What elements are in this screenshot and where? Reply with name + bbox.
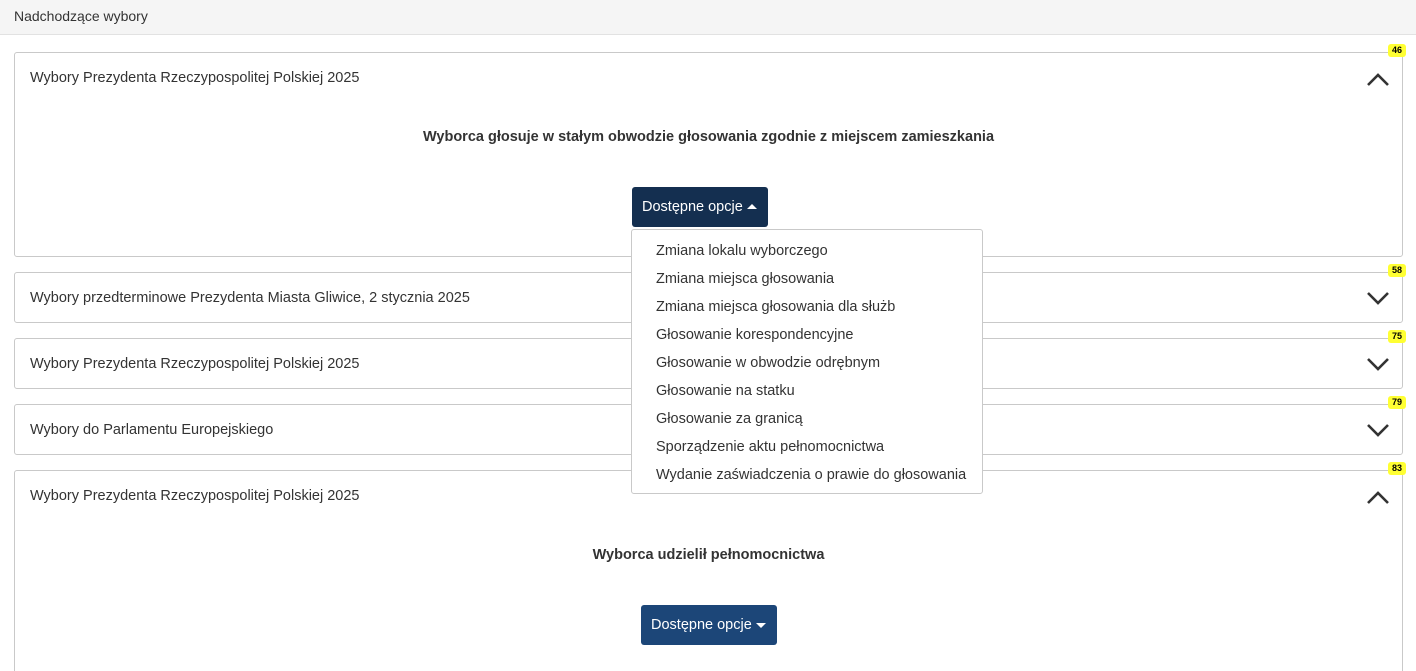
caret-up-icon xyxy=(747,204,757,209)
count-badge: 58 xyxy=(1388,264,1406,277)
count-badge: 83 xyxy=(1388,462,1406,475)
election-title[interactable]: Wybory Prezydenta Rzeczypospolitej Polskiej 2025 xyxy=(30,356,360,372)
available-options-label: Dostępne opcje xyxy=(642,199,743,215)
chevron-up-icon[interactable] xyxy=(1366,71,1390,87)
voter-status-text: Wyborca udzielił pełnomocnictwa xyxy=(592,547,825,563)
dropdown-item-separate-district-voting[interactable]: Głosowanie w obwodzie odrębnym xyxy=(656,355,881,371)
chevron-down-icon[interactable] xyxy=(1366,290,1390,306)
available-options-dropdown xyxy=(631,229,983,494)
election-panel xyxy=(14,463,1403,671)
election-title[interactable]: Wybory przedterminowe Prezydenta Miasta Gliwice, 2 stycznia 2025 xyxy=(30,290,470,306)
count-badge: 79 xyxy=(1388,396,1406,409)
chevron-down-icon[interactable] xyxy=(1366,422,1390,438)
count-badge: 75 xyxy=(1388,330,1406,343)
chevron-up-icon[interactable] xyxy=(1366,489,1390,505)
dropdown-item-change-voting-place-services[interactable]: Zmiana miejsca głosowania dla służb xyxy=(656,299,896,315)
page-title: Nadchodzące wybory xyxy=(14,8,148,24)
election-title[interactable]: Wybory Prezydenta Rzeczypospolitej Polskiej 2025 xyxy=(30,488,360,504)
count-badge: 46 xyxy=(1388,44,1406,57)
dropdown-item-ship-voting[interactable]: Głosowanie na statku xyxy=(656,383,795,399)
dropdown-item-change-polling-station[interactable]: Zmiana lokalu wyborczego xyxy=(656,243,828,259)
caret-down-icon xyxy=(756,623,766,628)
available-options-label: Dostępne opcje xyxy=(651,617,752,633)
page-header xyxy=(0,0,1416,35)
available-options-button[interactable] xyxy=(632,187,768,227)
dropdown-item-postal-voting[interactable]: Głosowanie korespondencyjne xyxy=(656,327,854,343)
dropdown-item-change-voting-place[interactable]: Zmiana miejsca głosowania xyxy=(656,271,835,287)
voter-status-text: Wyborca głosuje w stałym obwodzie głosowania zgodnie z miejscem zamieszkania xyxy=(422,129,995,145)
dropdown-item-power-of-attorney[interactable]: Sporządzenie aktu pełnomocnictwa xyxy=(656,439,885,455)
election-title[interactable]: Wybory Prezydenta Rzeczypospolitej Polskiej 2025 xyxy=(30,70,360,86)
chevron-down-icon[interactable] xyxy=(1366,356,1390,372)
election-title[interactable]: Wybory do Parlamentu Europejskiego xyxy=(30,422,274,438)
dropdown-item-abroad-voting[interactable]: Głosowanie za granicą xyxy=(656,411,803,427)
election-panel xyxy=(14,45,1403,257)
dropdown-item-voting-certificate[interactable]: Wydanie zaświadczenia o prawie do głosowania xyxy=(656,467,967,483)
available-options-button[interactable] xyxy=(641,605,777,645)
